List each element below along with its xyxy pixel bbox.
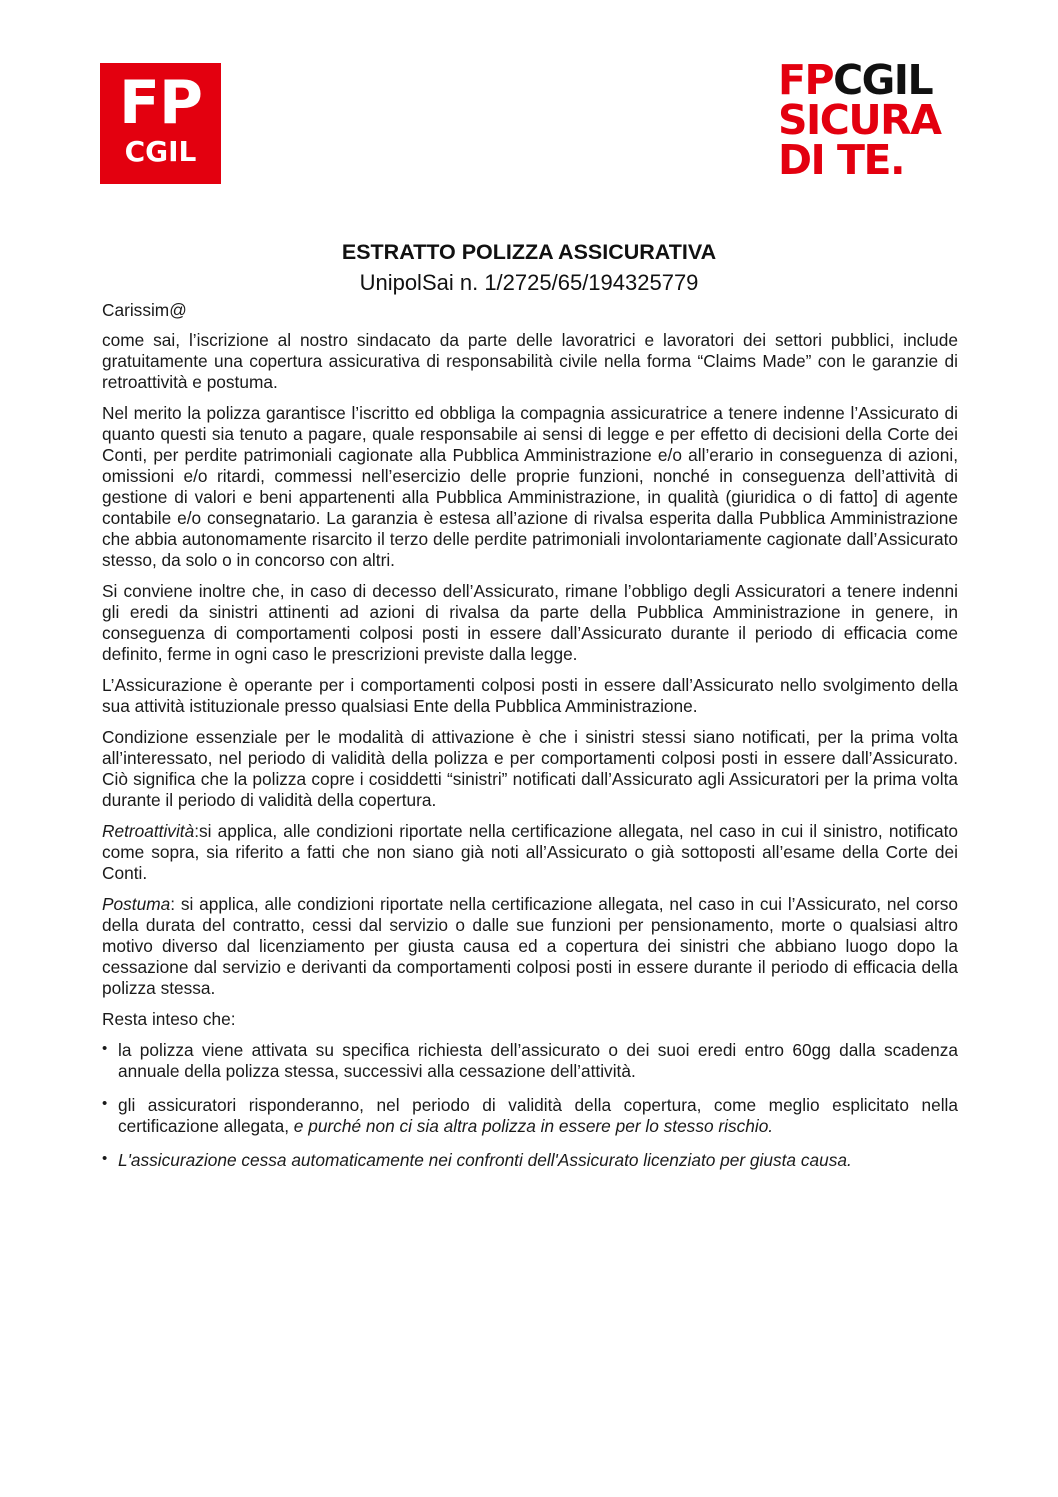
paragraph-retroactivity: Retroattività:si applica, alle condizioni riportate nella certificazione allegata, nel caso in cui il sinistro, notificato come sopra, sia riferito a fatti che non siano già noti all’Assicurato o già sottoposti all’esame della Corte dei Conti. (102, 821, 958, 883)
policy-number: UnipolSai n. 1/2725/65/194325779 (359, 270, 699, 295)
bullet-icon: • (102, 1095, 108, 1112)
paragraph-postuma: Postuma: si applica, alle condizioni riportate nella certificazione allegata, nel caso in cui l’Assicurato, nel corso della durata del contratto, cessi dal servizio o dalle sue funzioni per pensionamento, morte o qualsiasi altro motivo diverso dal licenziamento per giusta causa ed a copertura dei sinistri che abbiano luogo dopo la cessazione dal servizio e derivanti da comportamenti colposi posti in essere durante il periodo di efficacia della polizza stessa. (102, 894, 958, 998)
fp-cgil-sicura-di-te-logo (778, 56, 978, 184)
document-body (102, 300, 958, 1184)
conditions-list (102, 1040, 958, 1171)
paragraph-activation: Condizione essenziale per le modalità di attivazione è che i sinistri stessi siano notificati, per la prima volta all’interessato, nel periodo di validità della polizza e per comportamenti colposi posti in essere dall’Assicurato. Ciò significa che la polizza copre i cosiddetti “sinistri” notificati dall’Assicurato agli Assicuratori per la prima volta durante il periodo di validità della copertura. (102, 727, 958, 810)
paragraph-conditions-lead: Resta inteso che: (102, 1009, 236, 1029)
list-item: • gli assicuratori risponderanno, nel periodo di validità della copertura, come meglio esplicitato nella certificazione allegata, e purché non ci sia altra polizza in essere per lo stesso rischio. (102, 1095, 958, 1136)
logo-line-1: FPCGIL (778, 56, 933, 104)
paragraph-intro: come sai, l’iscrizione al nostro sindacato da parte delle lavoratrici e lavoratori dei settori pubblici, include gratuitamente una copertura assicurativa di responsabilità civile nella forma “Claims Made” con le garanzie di retroattività e postuma. (102, 330, 958, 392)
list-item: • la polizza viene attivata su specifica richiesta dell’assicurato o dei suoi eredi entro 60gg dalla scadenza annuale della polizza stessa, successivi alla cessazione dell’attività. (102, 1040, 958, 1081)
postuma-label: Postuma (102, 894, 171, 914)
logo-line-2: SICURA (778, 96, 941, 144)
greeting: Carissim@ (102, 300, 187, 320)
bullet-icon: • (102, 1150, 108, 1167)
paragraph-death: Si conviene inoltre che, in caso di decesso dell’Assicurato, rimane l’obbligo degli Assicuratori a tenere indenni gli eredi da sinistri attinenti ad azioni di rivalsa da parte della Pubblica Amministrazione in genere, in conseguenza di comportamenti colposi posti in essere dall’Assicurato durante il periodo di efficacia come definito, ferme in ogni caso le prescrizioni previste dalla legge. (102, 581, 958, 664)
paragraph-coverage: Nel merito la polizza garantisce l’iscritto ed obbliga la compagnia assicuratrice a tenere indenne l’Assicurato di quanto questi sia tenuto a pagare, quale responsabile ai sensi di legge e per effetto di decisioni della Corte dei Conti, per perdite patrimoniali cagionate alla Pubblica Amministrazione e/o all’erario in conseguenza di azioni, omissioni e/o ritardi, commessi nell’esercizio delle proprie funzioni, nonché in conseguenza dell’attività di gestione di valori e beni appartenenti alla Pubblica Amministrazione, in qualità (giuridica o di fatto] di agente contabile e/o consegnatario. La garanzia è estesa all’azione di rivalsa esperita dalla Pubblica Amministrazione che abbia autonomamente risarcito il terzo delle perdite patrimoniali involontariamente cagionate dall’Assicurato stesso, da solo o in concorso con altri. (102, 403, 958, 570)
logo-fp-text: FP (119, 68, 202, 138)
fp-cgil-logo (100, 63, 221, 184)
paragraph-scope: L’Assicurazione è operante per i comportamenti colposi posti in essere dall’Assicurato nello svolgimento della sua attività istituzionale presso qualsiasi Ente della Pubblica Amministrazione. (102, 675, 958, 716)
list-item: • L'assicurazione cessa automaticamente nei confronti dell'Assicurato licenziato per giusta causa. (102, 1150, 852, 1170)
logo-line-3: DI TE. (778, 136, 905, 184)
bullet-icon: • (102, 1040, 108, 1057)
logo-cgil-text: CGIL (124, 135, 197, 168)
document-title: ESTRATTO POLIZZA ASSICURATIVA (341, 240, 717, 264)
retroactivity-label: Retroattività (102, 821, 195, 841)
